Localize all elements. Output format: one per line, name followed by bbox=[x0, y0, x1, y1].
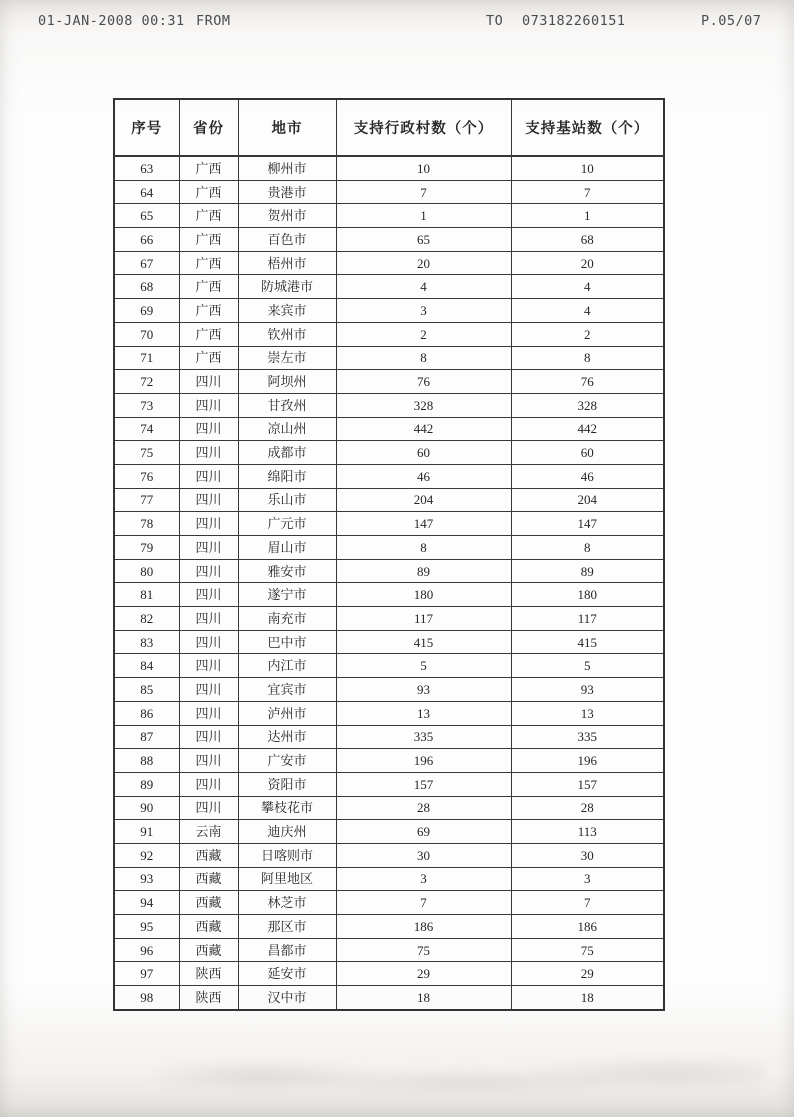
table-row bbox=[114, 583, 664, 607]
cell-villages: 76 bbox=[336, 370, 511, 394]
cell-stations: 7 bbox=[511, 891, 664, 915]
cell-villages: 442 bbox=[336, 417, 511, 441]
table-row bbox=[114, 678, 664, 702]
cell-stations: 4 bbox=[511, 275, 664, 299]
cell-province: 西藏 bbox=[179, 938, 238, 962]
cell-villages: 89 bbox=[336, 559, 511, 583]
table-row bbox=[114, 891, 664, 915]
cell-city: 贵港市 bbox=[238, 180, 336, 204]
cell-stations: 7 bbox=[511, 180, 664, 204]
cell-stations: 10 bbox=[511, 156, 664, 180]
cell-province: 四川 bbox=[179, 536, 238, 560]
cell-index: 97 bbox=[114, 962, 179, 986]
cell-villages: 65 bbox=[336, 228, 511, 252]
cell-province: 广西 bbox=[179, 275, 238, 299]
cell-city: 成都市 bbox=[238, 441, 336, 465]
cell-villages: 180 bbox=[336, 583, 511, 607]
cell-city: 雅安市 bbox=[238, 559, 336, 583]
table-row bbox=[114, 180, 664, 204]
table-row bbox=[114, 251, 664, 275]
cell-stations: 117 bbox=[511, 607, 664, 631]
cell-stations: 196 bbox=[511, 749, 664, 773]
cell-stations: 4 bbox=[511, 299, 664, 323]
cell-city: 柳州市 bbox=[238, 156, 336, 180]
cell-province: 广西 bbox=[179, 322, 238, 346]
cell-city: 泸州市 bbox=[238, 701, 336, 725]
table-row bbox=[114, 820, 664, 844]
cell-stations: 204 bbox=[511, 488, 664, 512]
fax-from-label: FROM bbox=[196, 13, 231, 29]
cell-province: 广西 bbox=[179, 299, 238, 323]
cell-stations: 442 bbox=[511, 417, 664, 441]
cell-villages: 3 bbox=[336, 299, 511, 323]
table-row bbox=[114, 228, 664, 252]
cell-villages: 117 bbox=[336, 607, 511, 631]
cell-city: 宜宾市 bbox=[238, 678, 336, 702]
cell-city: 资阳市 bbox=[238, 772, 336, 796]
cell-villages: 60 bbox=[336, 441, 511, 465]
table-row bbox=[114, 536, 664, 560]
cell-city: 乐山市 bbox=[238, 488, 336, 512]
cell-province: 四川 bbox=[179, 488, 238, 512]
cell-villages: 20 bbox=[336, 251, 511, 275]
cell-stations: 186 bbox=[511, 915, 664, 939]
cell-city: 内江市 bbox=[238, 654, 336, 678]
cell-index: 66 bbox=[114, 228, 179, 252]
table-row bbox=[114, 867, 664, 891]
cell-province: 四川 bbox=[179, 749, 238, 773]
cell-villages: 328 bbox=[336, 393, 511, 417]
cell-city: 贺州市 bbox=[238, 204, 336, 228]
table-row bbox=[114, 725, 664, 749]
cell-stations: 113 bbox=[511, 820, 664, 844]
cell-villages: 335 bbox=[336, 725, 511, 749]
cell-province: 四川 bbox=[179, 464, 238, 488]
cell-index: 86 bbox=[114, 701, 179, 725]
cell-villages: 7 bbox=[336, 891, 511, 915]
cell-index: 92 bbox=[114, 843, 179, 867]
fax-to-number: 073182260151 bbox=[522, 13, 626, 29]
cell-province: 四川 bbox=[179, 441, 238, 465]
cell-city: 延安市 bbox=[238, 962, 336, 986]
cell-stations: 157 bbox=[511, 772, 664, 796]
cell-stations: 75 bbox=[511, 938, 664, 962]
cell-stations: 1 bbox=[511, 204, 664, 228]
table-row bbox=[114, 915, 664, 939]
cell-index: 64 bbox=[114, 180, 179, 204]
cell-city: 钦州市 bbox=[238, 322, 336, 346]
cell-province: 陕西 bbox=[179, 962, 238, 986]
cell-province: 广西 bbox=[179, 180, 238, 204]
cell-index: 98 bbox=[114, 986, 179, 1010]
table-row bbox=[114, 749, 664, 773]
table-row bbox=[114, 393, 664, 417]
fax-to-label: TO bbox=[486, 13, 504, 29]
table-row bbox=[114, 630, 664, 654]
table-row bbox=[114, 299, 664, 323]
cell-city: 绵阳市 bbox=[238, 464, 336, 488]
table-row bbox=[114, 512, 664, 536]
cell-city: 防城港市 bbox=[238, 275, 336, 299]
cell-stations: 147 bbox=[511, 512, 664, 536]
cell-city: 迪庆州 bbox=[238, 820, 336, 844]
cell-index: 68 bbox=[114, 275, 179, 299]
cell-stations: 335 bbox=[511, 725, 664, 749]
table-row bbox=[114, 962, 664, 986]
cell-stations: 328 bbox=[511, 393, 664, 417]
cell-province: 四川 bbox=[179, 370, 238, 394]
cell-province: 广西 bbox=[179, 204, 238, 228]
cell-stations: 93 bbox=[511, 678, 664, 702]
data-table bbox=[113, 98, 665, 1011]
table-row bbox=[114, 204, 664, 228]
cell-index: 94 bbox=[114, 891, 179, 915]
cell-index: 80 bbox=[114, 559, 179, 583]
cell-stations: 68 bbox=[511, 228, 664, 252]
cell-province: 西藏 bbox=[179, 891, 238, 915]
fax-page-number: P.05/07 bbox=[701, 13, 762, 29]
cell-stations: 28 bbox=[511, 796, 664, 820]
cell-villages: 28 bbox=[336, 796, 511, 820]
cell-city: 日喀则市 bbox=[238, 843, 336, 867]
table-row bbox=[114, 417, 664, 441]
cell-villages: 29 bbox=[336, 962, 511, 986]
cell-province: 四川 bbox=[179, 559, 238, 583]
cell-index: 71 bbox=[114, 346, 179, 370]
cell-province: 四川 bbox=[179, 654, 238, 678]
cell-province: 四川 bbox=[179, 630, 238, 654]
cell-index: 95 bbox=[114, 915, 179, 939]
cell-province: 广西 bbox=[179, 228, 238, 252]
cell-city: 眉山市 bbox=[238, 536, 336, 560]
cell-index: 65 bbox=[114, 204, 179, 228]
cell-villages: 18 bbox=[336, 986, 511, 1010]
cell-index: 75 bbox=[114, 441, 179, 465]
cell-villages: 5 bbox=[336, 654, 511, 678]
cell-villages: 75 bbox=[336, 938, 511, 962]
cell-city: 凉山州 bbox=[238, 417, 336, 441]
cell-villages: 415 bbox=[336, 630, 511, 654]
cell-city: 阿坝州 bbox=[238, 370, 336, 394]
cell-province: 广西 bbox=[179, 156, 238, 180]
table-row bbox=[114, 370, 664, 394]
cell-villages: 147 bbox=[336, 512, 511, 536]
cell-city: 林芝市 bbox=[238, 891, 336, 915]
cell-index: 82 bbox=[114, 607, 179, 631]
cell-index: 91 bbox=[114, 820, 179, 844]
cell-city: 南充市 bbox=[238, 607, 336, 631]
cell-villages: 10 bbox=[336, 156, 511, 180]
cell-province: 云南 bbox=[179, 820, 238, 844]
table-row bbox=[114, 346, 664, 370]
cell-index: 96 bbox=[114, 938, 179, 962]
cell-villages: 93 bbox=[336, 678, 511, 702]
col-header-index: 序号 bbox=[114, 99, 179, 156]
cell-stations: 8 bbox=[511, 346, 664, 370]
cell-index: 93 bbox=[114, 867, 179, 891]
table-row bbox=[114, 654, 664, 678]
fax-transmission-header bbox=[0, 13, 794, 33]
cell-index: 83 bbox=[114, 630, 179, 654]
cell-index: 69 bbox=[114, 299, 179, 323]
table-row bbox=[114, 275, 664, 299]
cell-province: 四川 bbox=[179, 678, 238, 702]
cell-index: 84 bbox=[114, 654, 179, 678]
cell-city: 遂宁市 bbox=[238, 583, 336, 607]
table-body bbox=[114, 156, 664, 1010]
cell-stations: 29 bbox=[511, 962, 664, 986]
cell-province: 四川 bbox=[179, 772, 238, 796]
cell-index: 77 bbox=[114, 488, 179, 512]
cell-villages: 1 bbox=[336, 204, 511, 228]
cell-city: 梧州市 bbox=[238, 251, 336, 275]
cell-city: 甘孜州 bbox=[238, 393, 336, 417]
cell-villages: 186 bbox=[336, 915, 511, 939]
table-row bbox=[114, 559, 664, 583]
table-header bbox=[114, 99, 664, 156]
table-row bbox=[114, 322, 664, 346]
cell-villages: 69 bbox=[336, 820, 511, 844]
table-row bbox=[114, 772, 664, 796]
cell-city: 巴中市 bbox=[238, 630, 336, 654]
cell-index: 88 bbox=[114, 749, 179, 773]
cell-index: 63 bbox=[114, 156, 179, 180]
cell-province: 西藏 bbox=[179, 915, 238, 939]
cell-stations: 46 bbox=[511, 464, 664, 488]
table-row bbox=[114, 843, 664, 867]
cell-stations: 180 bbox=[511, 583, 664, 607]
cell-villages: 157 bbox=[336, 772, 511, 796]
cell-city: 来宾市 bbox=[238, 299, 336, 323]
cell-province: 四川 bbox=[179, 725, 238, 749]
scan-artifact bbox=[150, 1041, 764, 1099]
cell-index: 85 bbox=[114, 678, 179, 702]
cell-city: 那区市 bbox=[238, 915, 336, 939]
cell-city: 攀枝花市 bbox=[238, 796, 336, 820]
cell-villages: 4 bbox=[336, 275, 511, 299]
cell-stations: 20 bbox=[511, 251, 664, 275]
cell-city: 百色市 bbox=[238, 228, 336, 252]
cell-villages: 7 bbox=[336, 180, 511, 204]
table-row bbox=[114, 986, 664, 1010]
cell-stations: 2 bbox=[511, 322, 664, 346]
cell-stations: 30 bbox=[511, 843, 664, 867]
cell-index: 70 bbox=[114, 322, 179, 346]
cell-province: 四川 bbox=[179, 583, 238, 607]
cell-stations: 415 bbox=[511, 630, 664, 654]
cell-stations: 3 bbox=[511, 867, 664, 891]
cell-city: 阿里地区 bbox=[238, 867, 336, 891]
cell-city: 广安市 bbox=[238, 749, 336, 773]
cell-stations: 60 bbox=[511, 441, 664, 465]
cell-province: 四川 bbox=[179, 607, 238, 631]
col-header-province: 省份 bbox=[179, 99, 238, 156]
cell-city: 昌都市 bbox=[238, 938, 336, 962]
cell-stations: 18 bbox=[511, 986, 664, 1010]
cell-index: 90 bbox=[114, 796, 179, 820]
cell-index: 67 bbox=[114, 251, 179, 275]
cell-stations: 76 bbox=[511, 370, 664, 394]
cell-villages: 46 bbox=[336, 464, 511, 488]
fax-timestamp: 01-JAN-2008 00:31 bbox=[38, 13, 185, 29]
cell-province: 四川 bbox=[179, 512, 238, 536]
cell-index: 89 bbox=[114, 772, 179, 796]
cell-province: 四川 bbox=[179, 393, 238, 417]
cell-province: 四川 bbox=[179, 701, 238, 725]
col-header-stations: 支持基站数（个） bbox=[511, 99, 664, 156]
cell-villages: 8 bbox=[336, 346, 511, 370]
cell-province: 广西 bbox=[179, 251, 238, 275]
cell-province: 西藏 bbox=[179, 843, 238, 867]
table-row bbox=[114, 464, 664, 488]
cell-index: 79 bbox=[114, 536, 179, 560]
cell-villages: 204 bbox=[336, 488, 511, 512]
cell-index: 72 bbox=[114, 370, 179, 394]
table-row bbox=[114, 796, 664, 820]
cell-villages: 196 bbox=[336, 749, 511, 773]
cell-city: 达州市 bbox=[238, 725, 336, 749]
cell-stations: 89 bbox=[511, 559, 664, 583]
table-row bbox=[114, 441, 664, 465]
table-row bbox=[114, 938, 664, 962]
cell-index: 87 bbox=[114, 725, 179, 749]
table-row bbox=[114, 607, 664, 631]
cell-villages: 8 bbox=[336, 536, 511, 560]
cell-city: 崇左市 bbox=[238, 346, 336, 370]
cell-index: 73 bbox=[114, 393, 179, 417]
table-row bbox=[114, 488, 664, 512]
cell-province: 西藏 bbox=[179, 867, 238, 891]
table-row bbox=[114, 156, 664, 180]
cell-villages: 13 bbox=[336, 701, 511, 725]
cell-stations: 13 bbox=[511, 701, 664, 725]
cell-villages: 30 bbox=[336, 843, 511, 867]
table-row bbox=[114, 701, 664, 725]
cell-stations: 8 bbox=[511, 536, 664, 560]
cell-index: 74 bbox=[114, 417, 179, 441]
cell-province: 广西 bbox=[179, 346, 238, 370]
cell-index: 81 bbox=[114, 583, 179, 607]
cell-province: 四川 bbox=[179, 417, 238, 441]
cell-province: 四川 bbox=[179, 796, 238, 820]
cell-province: 陕西 bbox=[179, 986, 238, 1010]
cell-villages: 2 bbox=[336, 322, 511, 346]
col-header-city: 地市 bbox=[238, 99, 336, 156]
cell-stations: 5 bbox=[511, 654, 664, 678]
cell-index: 76 bbox=[114, 464, 179, 488]
cell-villages: 3 bbox=[336, 867, 511, 891]
table-header-row bbox=[114, 99, 664, 156]
cell-index: 78 bbox=[114, 512, 179, 536]
cell-city: 汉中市 bbox=[238, 986, 336, 1010]
col-header-villages: 支持行政村数（个） bbox=[336, 99, 511, 156]
cell-city: 广元市 bbox=[238, 512, 336, 536]
